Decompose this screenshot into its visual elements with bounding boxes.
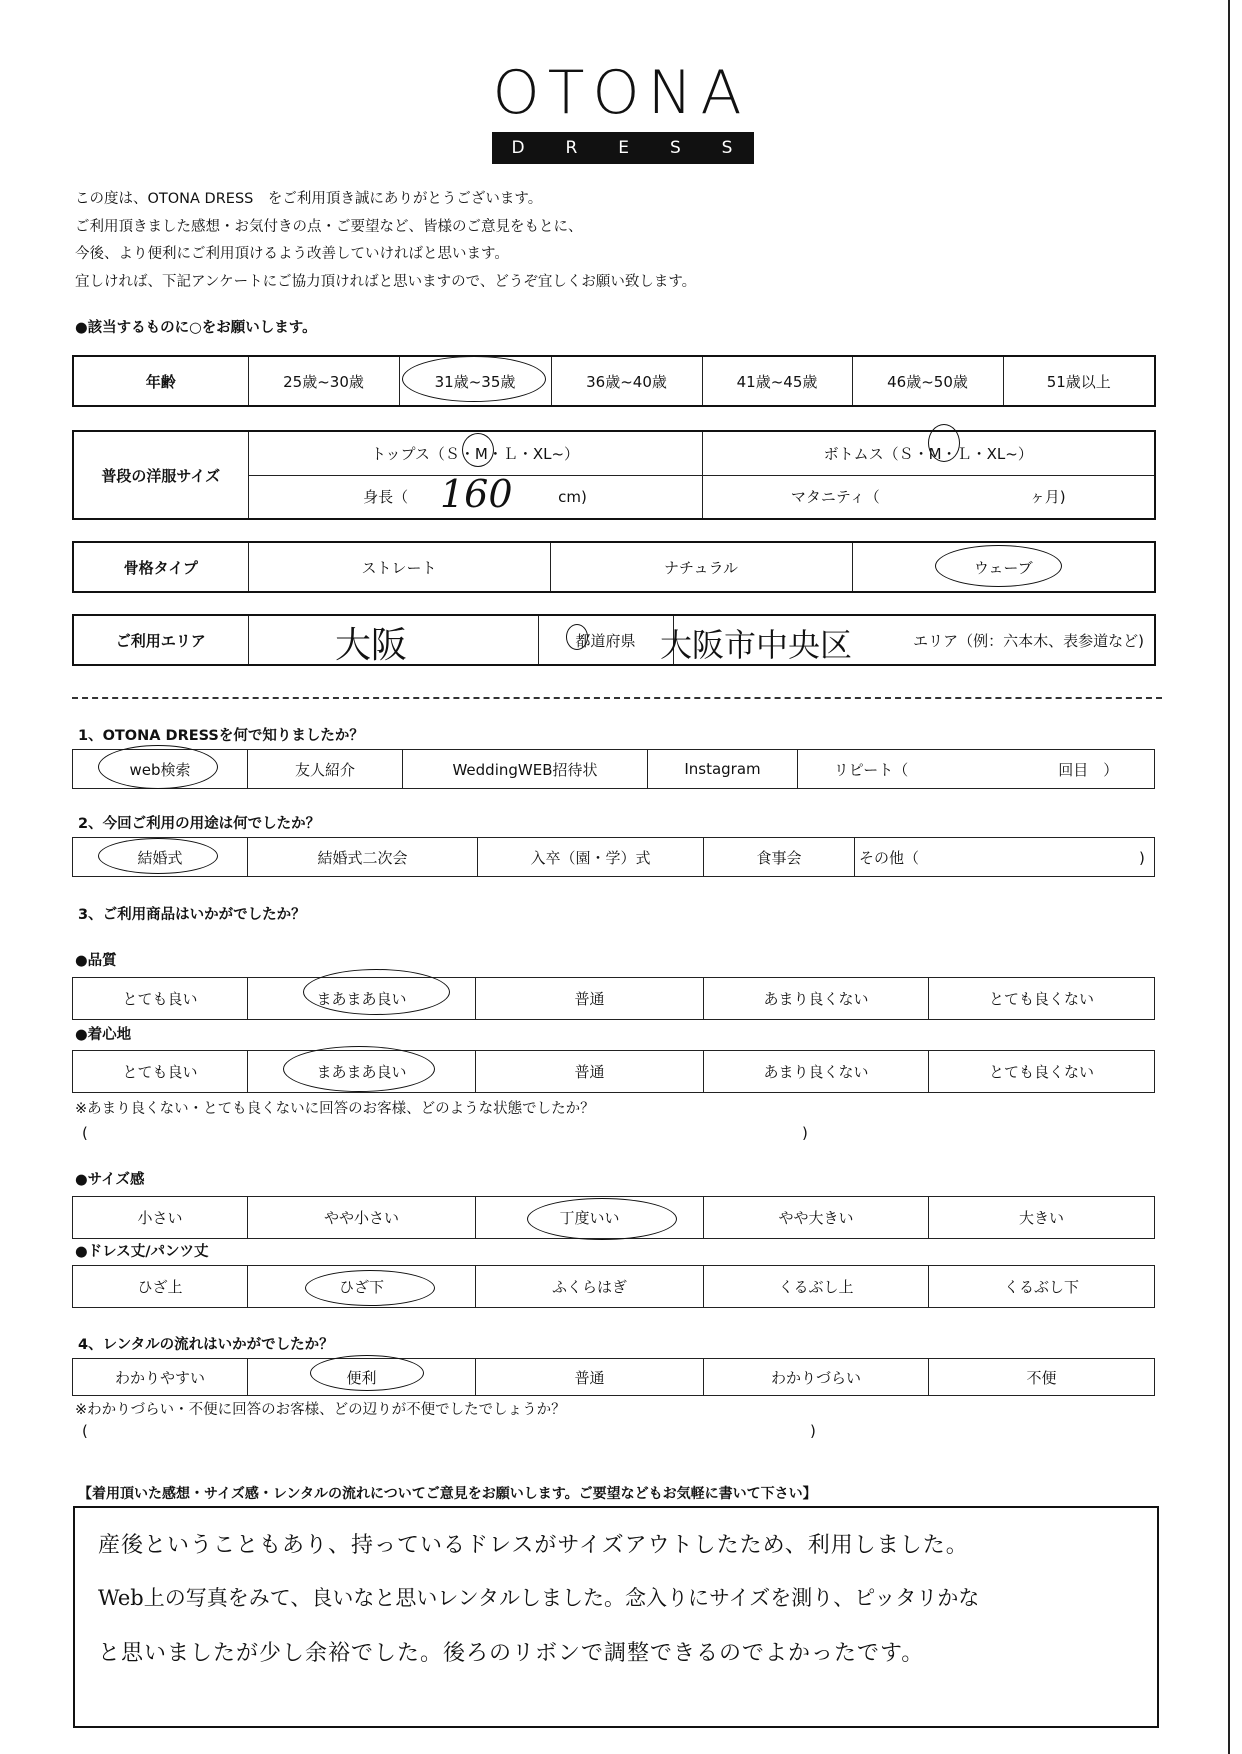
section-header: ●該当するものに○をお願いします。 — [75, 320, 317, 336]
length-option[interactable]: くるぶし上 — [704, 1266, 929, 1308]
intro-text — [75, 186, 696, 296]
q2-option[interactable]: 食事会 — [704, 838, 855, 877]
quality-option[interactable]: とても良くない — [929, 978, 1155, 1020]
fit-option[interactable]: やや大きい — [704, 1197, 929, 1239]
q2-option[interactable]: 結婚式二次会 — [248, 838, 478, 877]
quality-option[interactable]: 普通 — [476, 978, 704, 1020]
body-type-option[interactable]: ナチュラル — [550, 542, 852, 592]
feedback-line: 産後ということもあり、持っているドレスがサイズアウトしたため、利用しました。 — [98, 1533, 969, 1558]
q4-option[interactable]: 普通 — [476, 1359, 704, 1396]
age-option[interactable]: 51歳以上 — [1003, 356, 1155, 406]
length-table — [72, 1265, 1155, 1308]
paren-close: ) — [810, 1422, 816, 1440]
size-label: 普段の洋服サイズ — [73, 431, 248, 519]
q4-option-selected[interactable]: 便利 — [248, 1359, 476, 1396]
q1-option[interactable]: Instagram — [648, 750, 798, 789]
height-handwritten: 160 — [440, 472, 513, 516]
age-table — [72, 355, 1156, 407]
q4-option[interactable]: わかりづらい — [704, 1359, 929, 1396]
area-hint: エリア（例：六本木、表参道など) — [913, 631, 1144, 650]
q2-title: 2、今回ご利用の用途は何でしたか？ — [78, 816, 321, 832]
age-label: 年齢 — [73, 356, 248, 406]
quality-option[interactable]: とても良い — [73, 978, 248, 1020]
bottoms-size[interactable]: ボトムス（Ｓ・M・Ｌ・XL~） — [702, 431, 1155, 475]
length-option[interactable]: くるぶし下 — [929, 1266, 1155, 1308]
q4-table — [72, 1358, 1155, 1396]
q2-other-close: ) — [1139, 848, 1145, 867]
q4-note: ※わかりづらい・不便に回答のお客様、どの辺りが不便でしたでしょうか？ — [75, 1402, 566, 1418]
intro-line: この度は、OTONA DRESS をご利用頂き誠にありがとうございます。 — [75, 191, 543, 207]
quality-table — [72, 977, 1155, 1020]
paren-open: ( — [82, 1124, 88, 1142]
quality-option[interactable]: あまり良くない — [704, 978, 929, 1020]
q4-option[interactable]: 不便 — [929, 1359, 1155, 1396]
logo-letter: E — [618, 138, 631, 158]
logo-title: OTONA — [492, 58, 750, 128]
comfort-option[interactable]: とても良い — [73, 1051, 248, 1093]
q2-option-selected[interactable]: 結婚式 — [73, 838, 248, 877]
q1-option-selected[interactable]: web検索 — [73, 750, 248, 789]
fit-table — [72, 1196, 1155, 1239]
maternity-field[interactable] — [702, 475, 1155, 519]
comfort-option[interactable]: あまり良くない — [704, 1051, 929, 1093]
length-option[interactable]: ふくらはぎ — [476, 1266, 704, 1308]
body-type-table — [72, 541, 1156, 593]
tops-size[interactable]: トップス（Ｓ・M・Ｌ・XL~） — [248, 431, 702, 475]
section-divider — [72, 697, 1162, 699]
fit-option-selected[interactable]: 丁度いい — [476, 1197, 704, 1239]
length-label: ●ドレス丈/パンツ丈 — [75, 1244, 209, 1260]
height-label: 身長（ — [363, 488, 409, 507]
paren-close: ) — [802, 1124, 808, 1142]
logo-letter: R — [565, 138, 580, 158]
prefecture-suffix: 都道府県 — [538, 615, 673, 665]
fit-label: ●サイズ感 — [75, 1172, 145, 1188]
body-type-option[interactable]: ストレート — [248, 542, 550, 592]
q1-table — [72, 749, 1155, 789]
age-option-selected[interactable]: 31歳~35歳 — [399, 356, 551, 406]
comfort-option[interactable]: とても良くない — [929, 1051, 1155, 1093]
feedback-line: Web上の写真をみて、良いなと思いレンタルしました。念入りにサイズを測り、ピッタリかな — [98, 1586, 980, 1610]
size-table — [72, 430, 1156, 520]
maternity-unit: ヶ月) — [1029, 488, 1066, 507]
q1-option[interactable]: WeddingWEB招待状 — [403, 750, 648, 789]
age-option[interactable]: 25歳~30歳 — [248, 356, 399, 406]
logo-letter: S — [669, 138, 683, 158]
comfort-table — [72, 1050, 1155, 1093]
length-option-selected[interactable]: ひざ下 — [248, 1266, 476, 1308]
logo-subtitle-bar — [492, 132, 754, 164]
q2-other-label: その他（ — [859, 848, 920, 867]
length-option[interactable]: ひざ上 — [73, 1266, 248, 1308]
q4-title: 4、レンタルの流れはいかがでしたか？ — [78, 1337, 334, 1353]
age-option[interactable]: 41歳~45歳 — [702, 356, 852, 406]
q2-option[interactable]: 入卒（園・学）式 — [478, 838, 704, 877]
paren-open: ( — [82, 1422, 88, 1440]
comfort-option-selected[interactable]: まあまあ良い — [248, 1051, 476, 1093]
logo-letter: S — [721, 138, 735, 158]
quality-bad-note: ※あまり良くない・とても良くないに回答のお客様、どのような状態でしたか？ — [75, 1101, 595, 1117]
q1-option[interactable]: 友人紹介 — [248, 750, 403, 789]
age-option[interactable]: 36歳~40歳 — [551, 356, 702, 406]
age-option[interactable]: 46歳~50歳 — [852, 356, 1003, 406]
body-type-option-selected[interactable]: ウェーブ — [852, 542, 1155, 592]
feedback-header: 【着用頂いた感想・サイズ感・レンタルの流れについてご意見をお願いします。ご要望などもお気軽に書いて下さい】 — [78, 1486, 817, 1502]
intro-line: 宜しければ、下記アンケートにご協力頂ければと思いますので、どうぞ宜しくお願い致します。 — [75, 273, 697, 290]
comfort-option[interactable]: 普通 — [476, 1051, 704, 1093]
maternity-label: マタニティ（ — [790, 488, 880, 507]
q4-option[interactable]: わかりやすい — [73, 1359, 248, 1396]
height-unit: cm) — [558, 488, 587, 507]
area-handwritten: 大阪市中央区 — [660, 626, 853, 664]
quality-option-selected[interactable]: まあまあ良い — [248, 978, 476, 1020]
q2-table — [72, 837, 1155, 877]
area-label: ご利用エリア — [73, 615, 248, 665]
scan-edge — [1228, 0, 1230, 1754]
fit-option[interactable]: やや小さい — [248, 1197, 476, 1239]
fit-option[interactable]: 小さい — [73, 1197, 248, 1239]
quality-label: ●品質 — [75, 953, 117, 969]
fit-option[interactable]: 大きい — [929, 1197, 1155, 1239]
prefecture-handwritten: 大阪 — [335, 625, 408, 666]
feedback-line: と思いましたが少し余裕でした。後ろのリボンで調整できるのでよかったです。 — [98, 1641, 925, 1666]
intro-line: 今後、より便利にご利用頂けるよう改善していければと思います。 — [75, 246, 509, 262]
intro-line: ご利用頂きました感想・お気付きの点・ご要望など、皆様のご意見をもとに、 — [75, 218, 583, 235]
area-table — [72, 614, 1156, 666]
logo-letter: D — [511, 138, 527, 158]
q3-title: 3、ご利用商品はいかがでしたか？ — [78, 907, 306, 923]
q1-option[interactable]: リピート（ 回目 ） — [798, 750, 1155, 789]
comfort-label: ●着心地 — [75, 1027, 132, 1043]
q1-title: 1、OTONA DRESSを何で知りましたか？ — [78, 728, 364, 744]
body-type-label: 骨格タイプ — [73, 542, 248, 592]
q2-option[interactable] — [855, 838, 1155, 877]
